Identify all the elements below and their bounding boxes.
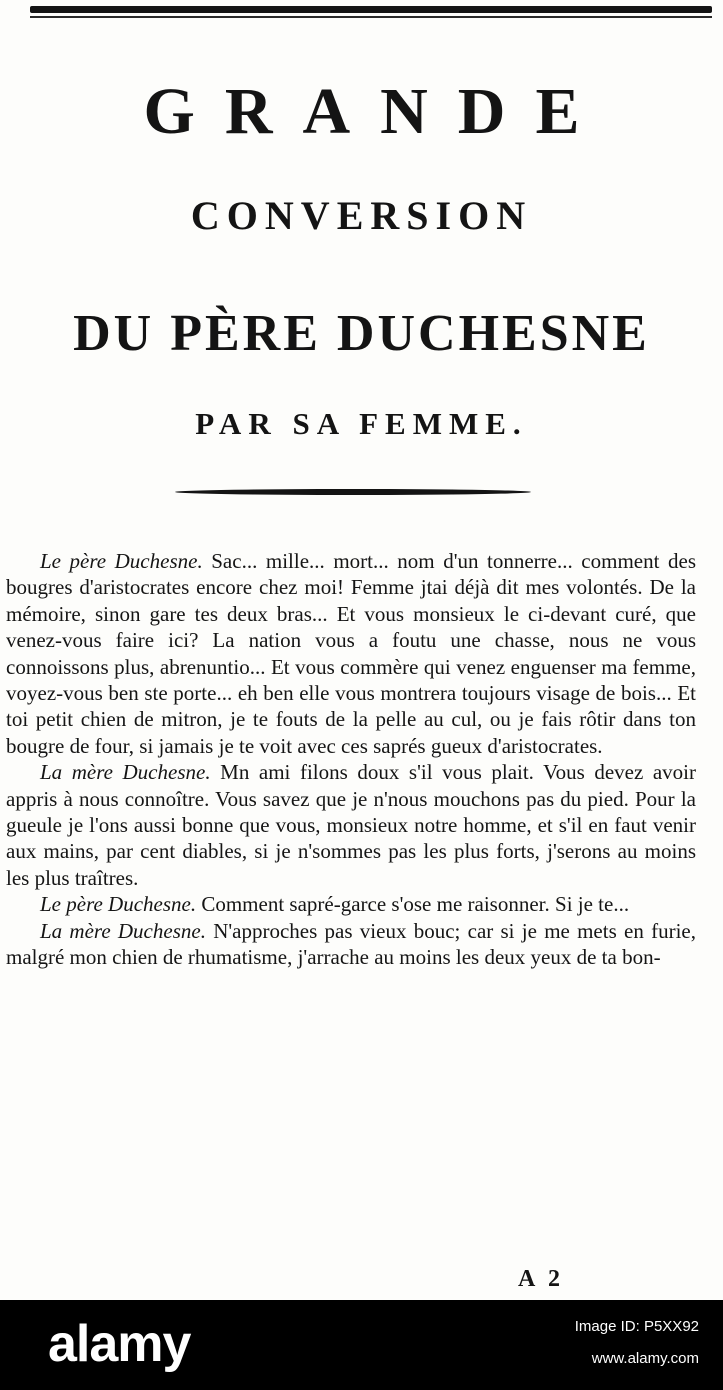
paragraph-2 (6, 759, 696, 891)
paragraph-text: Comment sapré-garce s'ose me raisonner. Si je te... (196, 892, 630, 917)
speaker-pere-duchesne: Le père Duchesne. (40, 549, 203, 573)
speaker-mere-duchesne: La mère Duchesne. (40, 760, 211, 785)
top-rule (30, 6, 712, 13)
body-text (6, 548, 696, 971)
watermark-banner (0, 1300, 723, 1390)
paragraph-4 (6, 918, 696, 971)
paragraph-text: Mn ami filons doux s'il vous plait. Vous devez avoir appris à nous connoître. Vous savez que je n'nous mouchons pas du pied. Pour la gueule je l'ons aussi bonne que vous, monsieux notre homme, et s'il en faut venir aux mains, par cent diables, si je n'sommes pas les plus forts, j'serons au moins les plus traîtres. (6, 760, 696, 890)
title-grande: GRANDE (143, 75, 610, 148)
paragraph-text: N'approches pas vieux bouc; car si je me mets en furie, malgré mon chien de rhumatisme, j'arrache au moins les deux yeux de ta bon- (6, 918, 696, 970)
alamy-logo: alamy (48, 1315, 191, 1373)
paragraph-3 (6, 891, 696, 917)
paragraph-text: Sac... mille... mort... nom d'un tonnerre... comment des bougres d'aristocrates encore chez moi! Femme jtai déjà dit mes volontés. De la mémoire, sinon gare tes deux bras... Et vous monsieux le ci-devant curé, que venez-vous faire ici? La nation vous a foutu une chasse, nous ne vous connoissons plus, abrenuntio... Et vous commère qui venez enguenser ma femme, voyez-vous ben ste porte... eh ben elle vous montrera toujours visage de bois... Et toi petit chien de mitron, je te fouts de la pelle au cul, ou je fais rôtir dans ton bougre de four, si jamais je te voit avec ces saprés gueux d'aristocrates. (6, 549, 696, 758)
signature-mark: A 2 (518, 1266, 565, 1292)
speaker-mere-duchesne: La mère Duchesne. (40, 918, 206, 943)
speaker-pere-duchesne: Le père Duchesne. (40, 892, 197, 917)
title-conversion: CONVERSION (190, 193, 533, 238)
title-du-pere-duchesne: DU PÈRE DUCHESNE (73, 305, 650, 362)
ornamental-rule (175, 489, 531, 495)
site-url: www.alamy.com (591, 1350, 699, 1367)
paragraph-1 (6, 548, 696, 759)
title-par-sa-femme: PAR SA FEMME. (195, 406, 528, 441)
image-id-label: Image ID: P5XX92 (574, 1318, 699, 1335)
